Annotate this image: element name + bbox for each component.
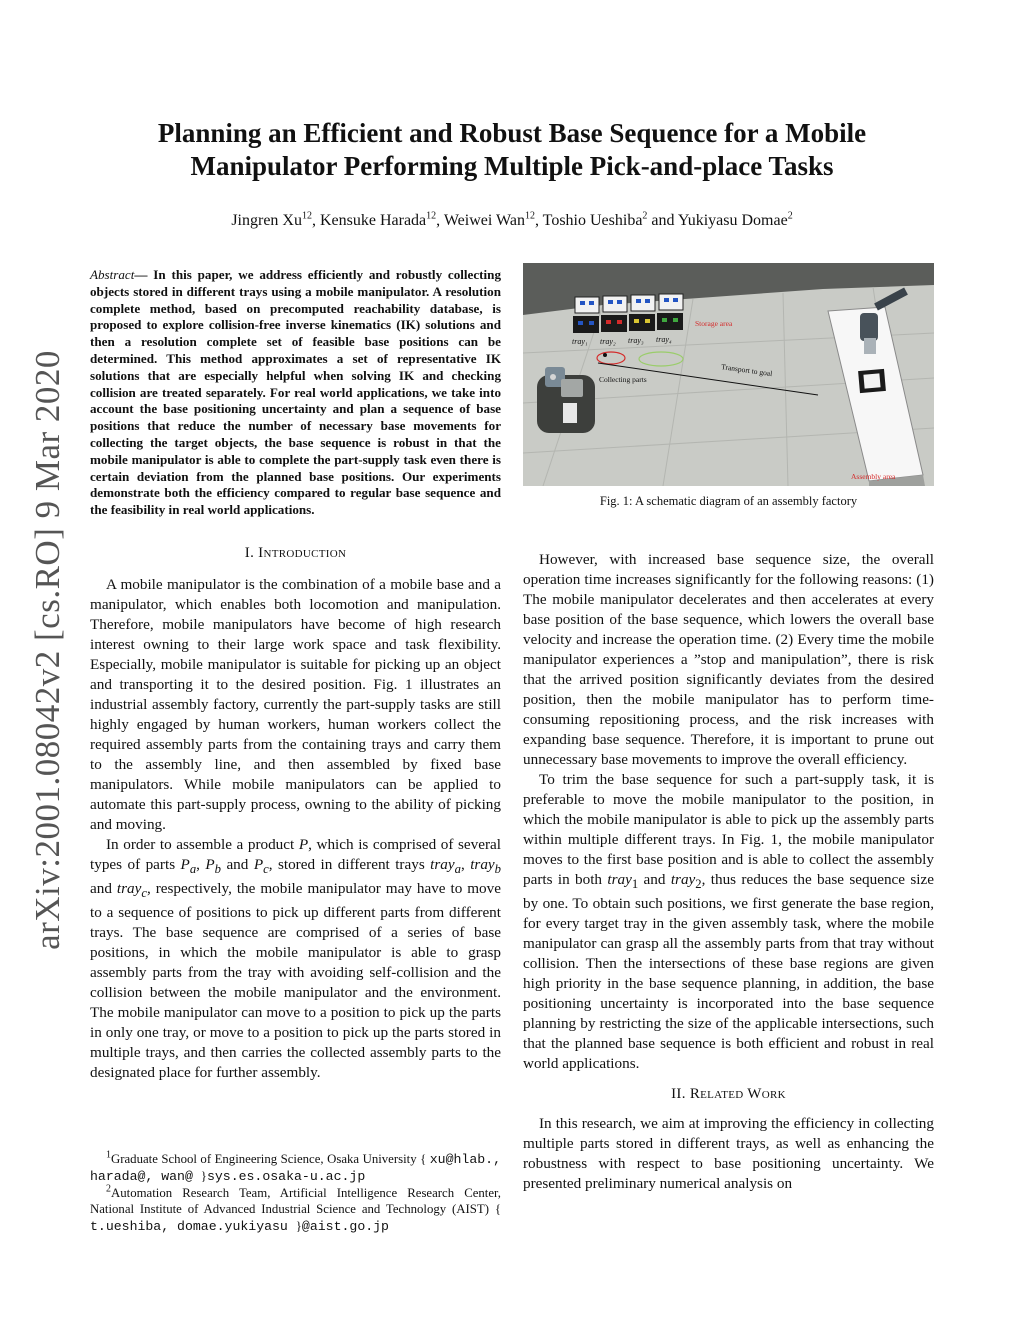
transport-label: Transport to goal xyxy=(720,362,773,379)
paper-title: Planning an Efficient and Robust Base Sequence for a Mobile Manipulator Performing Multiple Pick-and-place Tasks xyxy=(157,118,867,181)
left-column xyxy=(90,267,501,1083)
right-column xyxy=(523,550,934,1194)
assembly-area-label: Assembly area xyxy=(851,472,896,481)
base-position xyxy=(603,353,607,357)
section-heading-introduction: I. Introduction xyxy=(244,544,347,561)
tray-label-4: tray₄ xyxy=(656,335,672,344)
factory-scene xyxy=(523,263,934,486)
author-line: Jingren Xu$^{12}$, Kensuke Harada$^{12}$, Weiwei Wan$^{12}$, Toshio Ueshiba$^2$ and Yukiyasu Domae$^2$ xyxy=(231,210,793,229)
footnotes xyxy=(90,1151,501,1235)
right-paragraph-1: However, with increased base sequence size, the overall operation time increases significantly for the following reasons: (1) The mobile manipulator decelerates and then accelerates at every base position of the base sequence, which lowers the overall base velocity and increase the operation time. (2) Every time the mobile manipulator experiences a ”stop and manipulation”, there is risk that the arrived position significantly deviates from the desired position, then the mobile manipulator has to perform time-consuming repositioning process, and the risk increases with expanding base sequence. Therefore, it is important to prune out unnecessary base movements to improve the overall efficiency. xyxy=(523,551,934,768)
intro-paragraph-2: In order to assemble a product P, which is comprised of several types of parts $P_a$, $P_b$ and $P_c$, stored in different trays tray$_a$, tray$_b$ and tray$_c$, respectively, the mobile manipulator may have to move to a sequence of positions to pick up different parts from different trays. The base sequence are comprised of a series of base positions, in which the mobile manipulator is able to grasp assembly parts from the tray with avoiding self-collision and the collision between the mobile manipulator and the environment. The mobile manipulator can move to a position to pick up the parts in only one tray, or move to a position to pick up the parts stored in multiple trays, and then carries the collected assembly parts to the designated place for further assembly. xyxy=(90,835,501,1082)
footnote-2: $^2$Automation Research Team, Artificial Intelligence Research Center, National Institute of Advanced Industrial Science and Technology (AIST) { t.ueshiba, domae.yukiyasu }@aist.go.jp xyxy=(90,1183,501,1234)
tray-label-2: tray₂ xyxy=(600,337,616,346)
section-heading-related-work: II. Related Work xyxy=(671,1086,786,1103)
arxiv-sidebar xyxy=(18,350,78,950)
collecting-label: Collecting parts xyxy=(599,375,647,384)
mobile-robot xyxy=(537,367,595,433)
intro-paragraph-1: A mobile manipulator is the combination of a mobile base and a manipulator, which enables both locomotion and manipulation. Therefore, mobile manipulators have become of high research interest owning to their large work space and task flexibility. Especially, mobile manipulator is suitable for picking up an object and transporting it to the desired position. Fig. 1 illustrates an industrial assembly factory, currently the part-supply tasks are still highly engaged by human workers, human workers collect the required assembly parts from the containing trays and carry them to the assembly line, and then assembled by fixed base manipulators. While mobile manipulators can be applied to automate this part-supply process, owning to the ability of picking and moving. xyxy=(90,575,501,833)
right-paragraph-2: To trim the base sequence for such a part-supply task, it is preferable to move the mobile manipulator to the position, in which the mobile manipulator is able to pick up the assembly parts within multiple different trays. In Fig. 1, the mobile manipulator moves to the first base position and is able to collect the assembly parts in both tray$_1$ and tray$_2$, thus reduces the base sequence size by one. To obtain such positions, we first generate the base region, for every target tray in the given assembly task, where the mobile manipulator can grasp all the assembly parts from that tray without collision. Then the intersections of these base regions are given high priority in the base sequence planning, in addition, the base positioning uncertainty is incorporated into the base sequence planning by restricting the size of the applicable intersections, such that the planned base sequence is both efficient and robust in real world applications. xyxy=(523,771,934,1073)
tray-label-1: tray₁ xyxy=(572,337,588,346)
footnote-1: $^1$Graduate School of Engineering Science, Osaka University { xu@hlab., harada@, wan@ }sys.es.osaka-u.ac.jp xyxy=(90,1149,501,1184)
figure-caption: Fig. 1: A schematic diagram of an assembly factory xyxy=(599,494,858,508)
tray-label-3: tray₃ xyxy=(628,336,644,345)
figure-1 xyxy=(523,263,934,486)
abstract: Abstract— In this paper, we address efficiently and robustly collecting objects stored in different trays using a mobile manipulator. A resolution complete method, based on precomputed reachability database, is proposed to explore collision-free inverse kinematics (IK) solutions and then a resolution complete set of feasible base positions can be determined. This method approximates a set of representative IK solutions that are especially helpful when solving IK and checking collision are treated separately. For real world applications, we take into account the base positioning uncertainty and plan a sequence of base positions that reduce the number of necessary base movements for collecting the target objects, the base sequence is robust in that the mobile manipulator is able to complete the part-supply task even there is certain deviation from the planned base positions. Our experiments demonstrate both the efficiency compared to regular base sequence and the feasibility in real world applications. xyxy=(90,267,502,518)
arxiv-id: arXiv:2001.08042v2 [cs.RO] 9 Mar 2020 xyxy=(28,350,67,950)
storage-area-label: Storage area xyxy=(695,319,733,328)
related-work-paragraph-1: In this research, we aim at improving the efficiency in collecting multiple parts stored in different trays, as well as enhancing the robustness with respect to base positioning uncertainty. We presented preliminary numerical analysis on xyxy=(523,1115,934,1193)
